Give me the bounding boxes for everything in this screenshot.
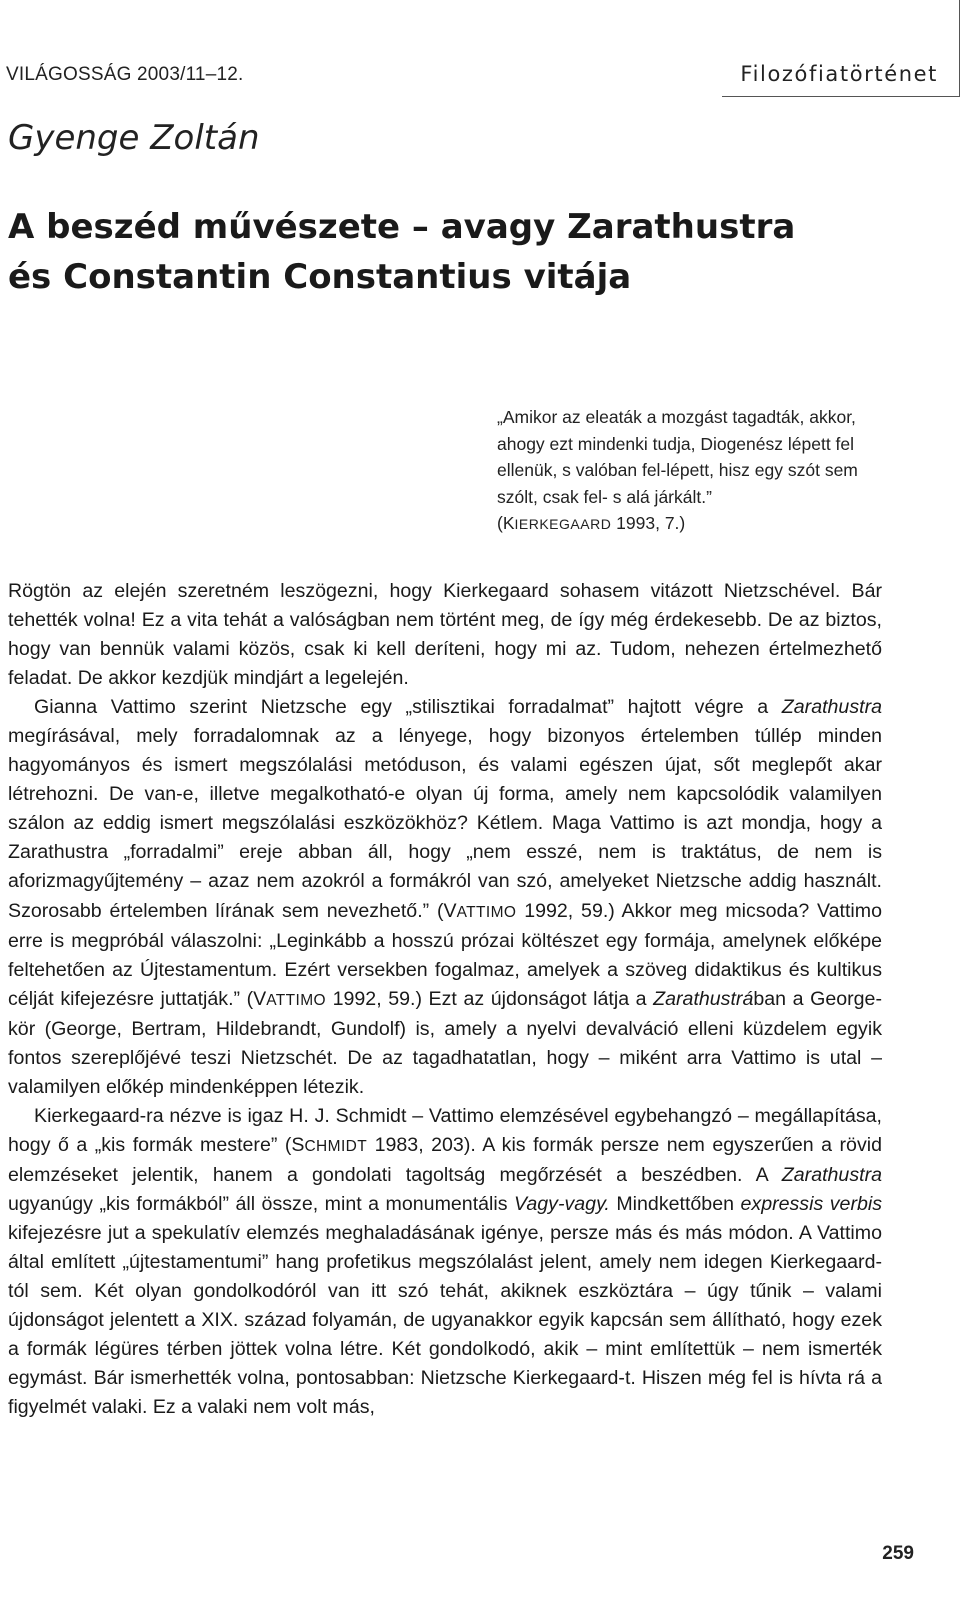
article-body: [8, 577, 882, 1422]
citation-rest: 1993, 7.): [611, 513, 686, 533]
text-run: ban a George-kör (George, Bertram, Hildebrandt, Gundolf) is, amely a nyelvi devalváció elleni küzdelem egyik fontos szereplőjévé teszi Nietzschét. De az tagadhatatlan, hogy – miként arra Vattimo is utal – valamilyen előkép mindenképpen létezik.: [8, 987, 882, 1098]
epigraph-citation: [497, 510, 897, 538]
small-caps-name: CHMIDT: [304, 1137, 368, 1155]
article-title: [8, 202, 908, 302]
epigraph-text: „Amikor az eleaták a mozgást tagadták, akkor, ahogy ezt mindenki tudja, Diogenész lépett fel ellenük, s valóban fel-lépett, hisz egy szót sem szólt, csak fel- s alá járkált.”: [497, 407, 858, 507]
text-run: 1992, 59.) Akkor meg micsoda? Vattimo erre is megpróbál válaszolni: „Leginkább a hosszú prózai költészet egy formája, amelynek előképe feltehetően az Újtestamentum. Ezért versekben fogalmaz, amelyek a szöveg didaktikus és kultikus célját kifejezésre juttatják.” (V: [8, 899, 883, 1010]
citation-name: IERKEGAARD: [514, 516, 612, 532]
text-run: 1983, 203). A kis formák persze nem egyszerűen a rövid elemzéseket jelentik, hanem a gondolati tagoltság megőrzését a beszédben. A: [8, 1133, 882, 1186]
page-number: 259: [882, 1543, 914, 1564]
text-run: ugyanúgy „kis formákból” áll össze, mint a monumentális: [8, 1192, 515, 1215]
italic-phrase: expressis verbis: [740, 1192, 883, 1215]
title-line-2: és Constantin Constantius vitája: [8, 257, 632, 297]
text-run: Rögtön az elején szeretném leszögezni, hogy Kierkegaard sohasem vitázott Nietzschével. Bár tehették volna! Ez a vita tehát a valóságban nem történt meg, de így még érdekesebb. De az biztos, hogy van bennük valami közös, csak ki kell deríteni, hogy mi az. Tudom, nehezen értelmezhető feladat. De akkor kezdjük mindjárt a legelején.: [8, 580, 882, 690]
text-run: Mindkettőben: [609, 1192, 741, 1215]
italic-title: Zarathustra: [781, 696, 882, 719]
title-line-1: A beszéd művészete – avagy Zarathustra: [8, 207, 796, 247]
header-rule: [722, 96, 960, 97]
italic-title: Zarathustrá: [653, 987, 754, 1010]
journal-header: VILÁGOSSÁG 2003/11–12.: [6, 64, 244, 85]
text-run: 1992, 59.) Ezt az újdonságot látja a: [326, 987, 654, 1010]
citation-open: (K: [497, 513, 515, 533]
text-run: Kierkegaard-ra nézve is igaz H. J. Schmidt – Vattimo elemzésével egybehangzó – megállapítása, hogy ő a „kis formák mestere” (S: [8, 1104, 882, 1156]
small-caps-name: ATTIMO: [266, 991, 327, 1009]
paragraph-3: [8, 1102, 882, 1423]
section-header: Filozófiatörténet: [740, 62, 938, 86]
paragraph-2: [8, 693, 882, 1102]
text-run: kifejezésre jut a spekulatív elemzés meghaladásának igénye, persze más és más módon. A Vattimo által említett „újtestamentumi” hang profetikus megszólalást jelent, amely nem idegen Kierkegaard-tól sem. Két olyan gondolkodóról van itt szó tehát, akiknek eszköztára – úgy tűnik – valami újdonságot jelentett a XIX. század folyamán, de ugyanakkor egyik kapcsán sem állítható, hogy ezek a formák légüres térben jöttek volna létre. Két gondolkodó, akik – mint említettük – nem ismerték egymást. Bár ismerhették volna, pontosabban: Nietzsche Kierkegaard-t. Hiszen még fel is hívta rá a figyelmét valaki. Ez a valaki nem volt más,: [8, 1222, 882, 1419]
small-caps-name: ATTIMO: [456, 903, 517, 921]
epigraph: [497, 404, 897, 538]
text-run: Gianna Vattimo szerint Nietzsche egy „stilisztikai forradalmat” hajtott végre a: [34, 696, 782, 719]
author-name: Gyenge Zoltán: [8, 118, 260, 158]
italic-title: Vagy-vagy.: [514, 1192, 610, 1215]
italic-title: Zarathustra: [781, 1163, 882, 1186]
paragraph-1: [8, 577, 882, 693]
text-run: megírásával, mely forradalomnak az a lényege, hogy bizonyos értelemben túllép minden hagyományos és ismert megszólalási metóduson, és valami egészen újat, sőt meglepőt akar létrehozni. De van-e, illetve megalkotható-e olyan új forma, amely nem kapcsolódik valamilyen szálon az eddig ismert megszólalási eszközökhöz? Kétlem. Maga Vattimo is azt mondja, hogy a Zarathustra „forradalmi” ereje abban áll, hogy „nem esszé, nem is traktátus, de nem is aforizmagyűjtemény – azaz nem azokról a formákról van szó, amelyeket Nietzsche addig használt. Szorosabb értelemben lírának sem nevezhető.” (V: [8, 725, 882, 922]
